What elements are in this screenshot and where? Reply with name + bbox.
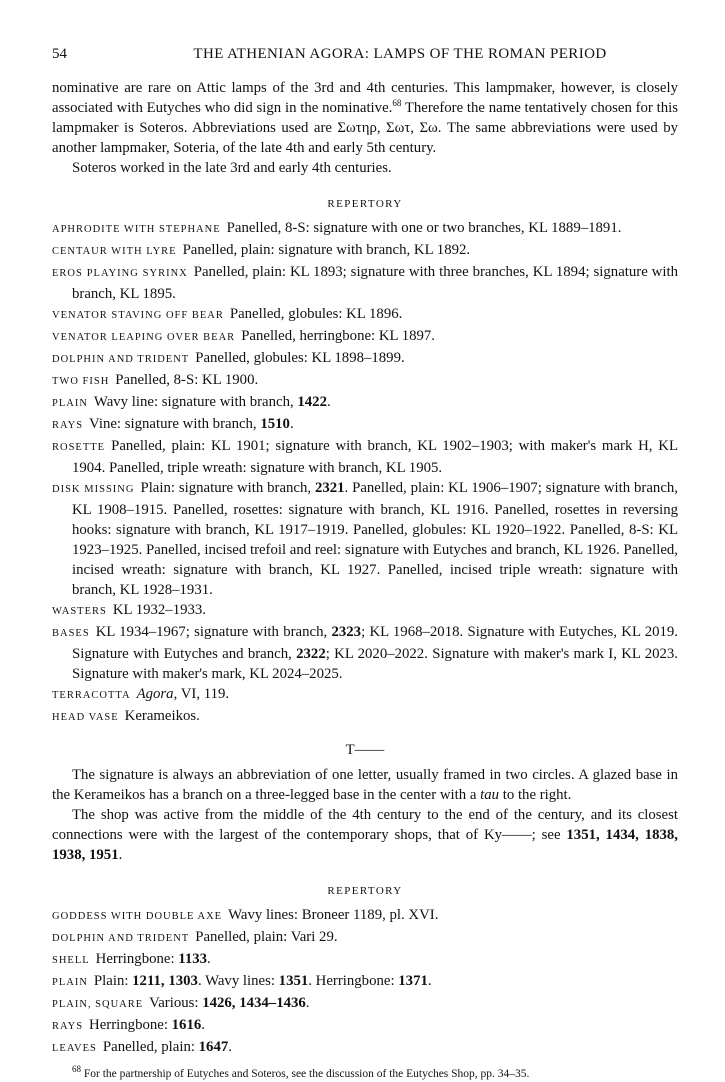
entry-tail: . (228, 1039, 232, 1055)
repertory-entry (52, 600, 678, 622)
entry-label: DISK MISSING (52, 484, 135, 495)
running-title: THE ATHENIAN AGORA: LAMPS OF THE ROMAN PERIOD (193, 46, 607, 62)
entry-label: TWO FISH (52, 376, 110, 387)
entry-text: Panelled, plain: KL 1893; signature with three branches, KL 1894; signature with branch, KL 1895. (72, 264, 678, 302)
entry-bold: 2323 (331, 624, 362, 640)
maker-heading: T—— (345, 742, 385, 758)
entry-label: ROSETTE (52, 442, 106, 453)
repertory-entry (52, 622, 678, 684)
entry-bold: 1647 (198, 1039, 229, 1055)
repertory-entry (52, 478, 678, 600)
repertory-entry (52, 370, 678, 392)
page (52, 40, 678, 1082)
intro-text-a: nominative are rare on Attic lamps of the 3rd and 4th centuries. This lampmaker, however, is closely associated with Eutyches who did sign in the nominative. (52, 80, 678, 116)
maker-paragraph (52, 765, 678, 805)
entry-label: DOLPHIN AND TRIDENT (52, 933, 190, 944)
entry-bold: 2322 (296, 646, 326, 662)
entry-label: EROS PLAYING SYRINX (52, 268, 188, 279)
entry-label: LEAVES (52, 1043, 97, 1054)
maker-paragraph-2 (52, 805, 678, 865)
footnote-reference[interactable]: 68 (392, 98, 402, 109)
entry-tail: . Wavy lines: (197, 973, 279, 989)
entry-label: RAYS (52, 420, 84, 431)
repertory-list-2 (52, 905, 678, 1059)
entry-text: Panelled, herringbone: KL 1897. (241, 328, 436, 344)
repertory-entry (52, 1037, 678, 1059)
page-header (52, 40, 678, 70)
repertory-entry (52, 436, 678, 478)
entry-text: Panelled, plain: (102, 1039, 199, 1055)
entry-bold: 1426, 1434–1436 (202, 995, 306, 1011)
entry-text: Various: (149, 995, 203, 1011)
repertory-entry (52, 971, 678, 993)
entry-text: Wavy line: signature with branch, (93, 394, 298, 410)
footnote-marker: 68 (72, 1064, 81, 1075)
repertory-heading: REPERTORY (327, 198, 403, 210)
entry-label: PLAIN (52, 977, 88, 988)
entry-tail: ; KL 1968–2018. Signature with Eutyches, KL 2019. Signature with Eutyches and branch, (72, 624, 679, 662)
page-number: 54 (52, 46, 67, 62)
maker-text-a: The signature is always an abbreviation of one letter, usually framed in two circles. A glazed base in the Kerameikos has a branch on a three-legged base in the center with a (52, 767, 678, 803)
entry-bold: 2321 (314, 480, 345, 496)
repertory-entry (52, 993, 678, 1015)
maker-text-c: The shop was active from the middle of the 4th century to the end of the century, and its closest connections were with the largest of the contemporary shops, that of Ky——; see (52, 807, 678, 843)
entry-italic: Agora (136, 686, 174, 702)
repertory-entry (52, 905, 678, 927)
entry-tail: ; KL 2020–2022. Signature with maker's mark I, KL 2023. Signature with maker's mark, KL 2024–2025. (72, 646, 678, 682)
repertory-entry (52, 304, 678, 326)
intro-text-b: Therefore the name tentatively chosen for this lampmaker is Soteros. Abbreviations used are Σωτηρ, Σωτ, Σω. The same abbreviations were used by another lampmaker, Soteria, of the late 4th and early 5th century. (52, 100, 679, 156)
entry-label: GODDESS WITH DOUBLE AXE (52, 911, 223, 922)
entry-label: RAYS (52, 1021, 84, 1032)
entry-label: PLAIN (52, 398, 88, 409)
entry-tail: . (289, 416, 294, 432)
repertory-entry (52, 706, 678, 728)
entry-label: VENATOR STAVING OFF BEAR (52, 310, 224, 321)
entry-label: BASES (52, 628, 90, 639)
entry-text: Panelled, 8-S: signature with one or two branches, KL 1889–1891. (226, 220, 622, 236)
entry-bold: 1133 (178, 951, 208, 967)
repertory-entry (52, 927, 678, 949)
entry-bold: 1510 (260, 416, 290, 432)
entry-bold: 1422 (297, 394, 327, 410)
intro-paragraph (52, 78, 678, 158)
maker-text-b: to the right. (499, 787, 572, 803)
entry-label: HEAD VASE (52, 712, 119, 723)
entry-label: CENTAUR WITH LYRE (52, 246, 177, 257)
entry-text: Panelled, globules: KL 1898–1899. (195, 350, 405, 366)
entry-tail: . Panelled, plain: KL 1906–1907; signature with branch, KL 1908–1915. Panelled, rosettes: signature with branch, KL 1916. Panelled, rosettes in reversing hooks: signature with branch, KL 1917–1919. Panelled, globules: KL 1920–1922. Panelled, 8-S: KL 1923–1925. Panelled, incised trefoil and reel: signature with Eutyches and branch, KL 1926. Panelled, incised wreath: signature with branch, KL 1927. Panelled, incised triple wreath: signature with branch, KL 1928–1931. (72, 480, 678, 598)
entry-label: WASTERS (52, 606, 107, 617)
repertory-entry (52, 240, 678, 262)
maker-text-d: . (118, 847, 123, 863)
footnote-text: For the partnership of Eutyches and Soteros, see the discussion of the Eutyches Shop, pp. 34–35. (83, 1068, 530, 1080)
repertory-entry (52, 218, 678, 240)
entry-text: Panelled, 8-S: KL 1900. (115, 372, 259, 388)
intro-paragraph-2: Soteros worked in the late 3rd and early 4th centuries. (72, 160, 392, 176)
entry-text: KL 1934–1967; signature with branch, (95, 624, 332, 640)
entry-text: Panelled, plain: KL 1901; signature with branch, KL 1902–1903; with maker's mark H, KL 1904. Panelled, triple wreath: signature with branch, KL 1905. (72, 438, 678, 476)
entry-label: APHRODITE WITH STEPHANE (52, 224, 221, 235)
entry-text: Wavy lines: Broneer 1189, pl. XVI. (228, 907, 439, 923)
maker-text-italic: tau (480, 787, 500, 803)
repertory-entry (52, 684, 678, 706)
repertory-entry (52, 392, 678, 414)
entry-bold: 1351 (278, 973, 309, 989)
entry-tail: . (201, 1017, 205, 1033)
footnote (52, 1064, 678, 1082)
entry-text: KL 1932–1933. (112, 602, 207, 618)
repertory-list (52, 218, 678, 728)
entry-text: , VI, 119. (173, 686, 230, 702)
entry-text: Kerameikos. (124, 708, 200, 724)
entry-label: DOLPHIN AND TRIDENT (52, 354, 190, 365)
entry-tail: . Herringbone: (308, 973, 399, 989)
entry-tail: . (326, 394, 331, 410)
repertory-entry (52, 348, 678, 370)
repertory-entry (52, 326, 678, 348)
entry-text: Panelled, plain: signature with branch, KL 1892. (182, 242, 471, 258)
entry-text: Herringbone: (89, 1017, 172, 1033)
repertory-heading-2: REPERTORY (327, 885, 403, 897)
entry-text: Panelled, globules: KL 1896. (229, 306, 403, 322)
entry-label: VENATOR LEAPING OVER BEAR (52, 332, 236, 343)
entry-label: PLAIN, SQUARE (52, 999, 144, 1010)
repertory-entry (52, 262, 678, 304)
entry-bold: 1371 (398, 973, 428, 989)
entry-tail: . (207, 951, 211, 967)
entry-text: Panelled, plain: Vari 29. (195, 929, 338, 945)
entry-text: Herringbone: (95, 951, 179, 967)
entry-label: SHELL (52, 955, 90, 966)
entry-tail: . (427, 973, 432, 989)
entry-text: Plain: signature with branch, (140, 480, 315, 496)
entry-bold: 1211, 1303 (132, 973, 198, 989)
repertory-entry (52, 414, 678, 436)
entry-text: Vine: signature with branch, (89, 416, 261, 432)
entry-tail: . (305, 995, 310, 1011)
repertory-entry (52, 949, 678, 971)
entry-label: TERRACOTTA (52, 690, 131, 701)
entry-bold: 1616 (171, 1017, 202, 1033)
repertory-entry (52, 1015, 678, 1037)
maker-text-bold: 1351, 1434, 1838, 1938, 1951 (52, 827, 678, 863)
entry-text: Plain: (93, 973, 133, 989)
